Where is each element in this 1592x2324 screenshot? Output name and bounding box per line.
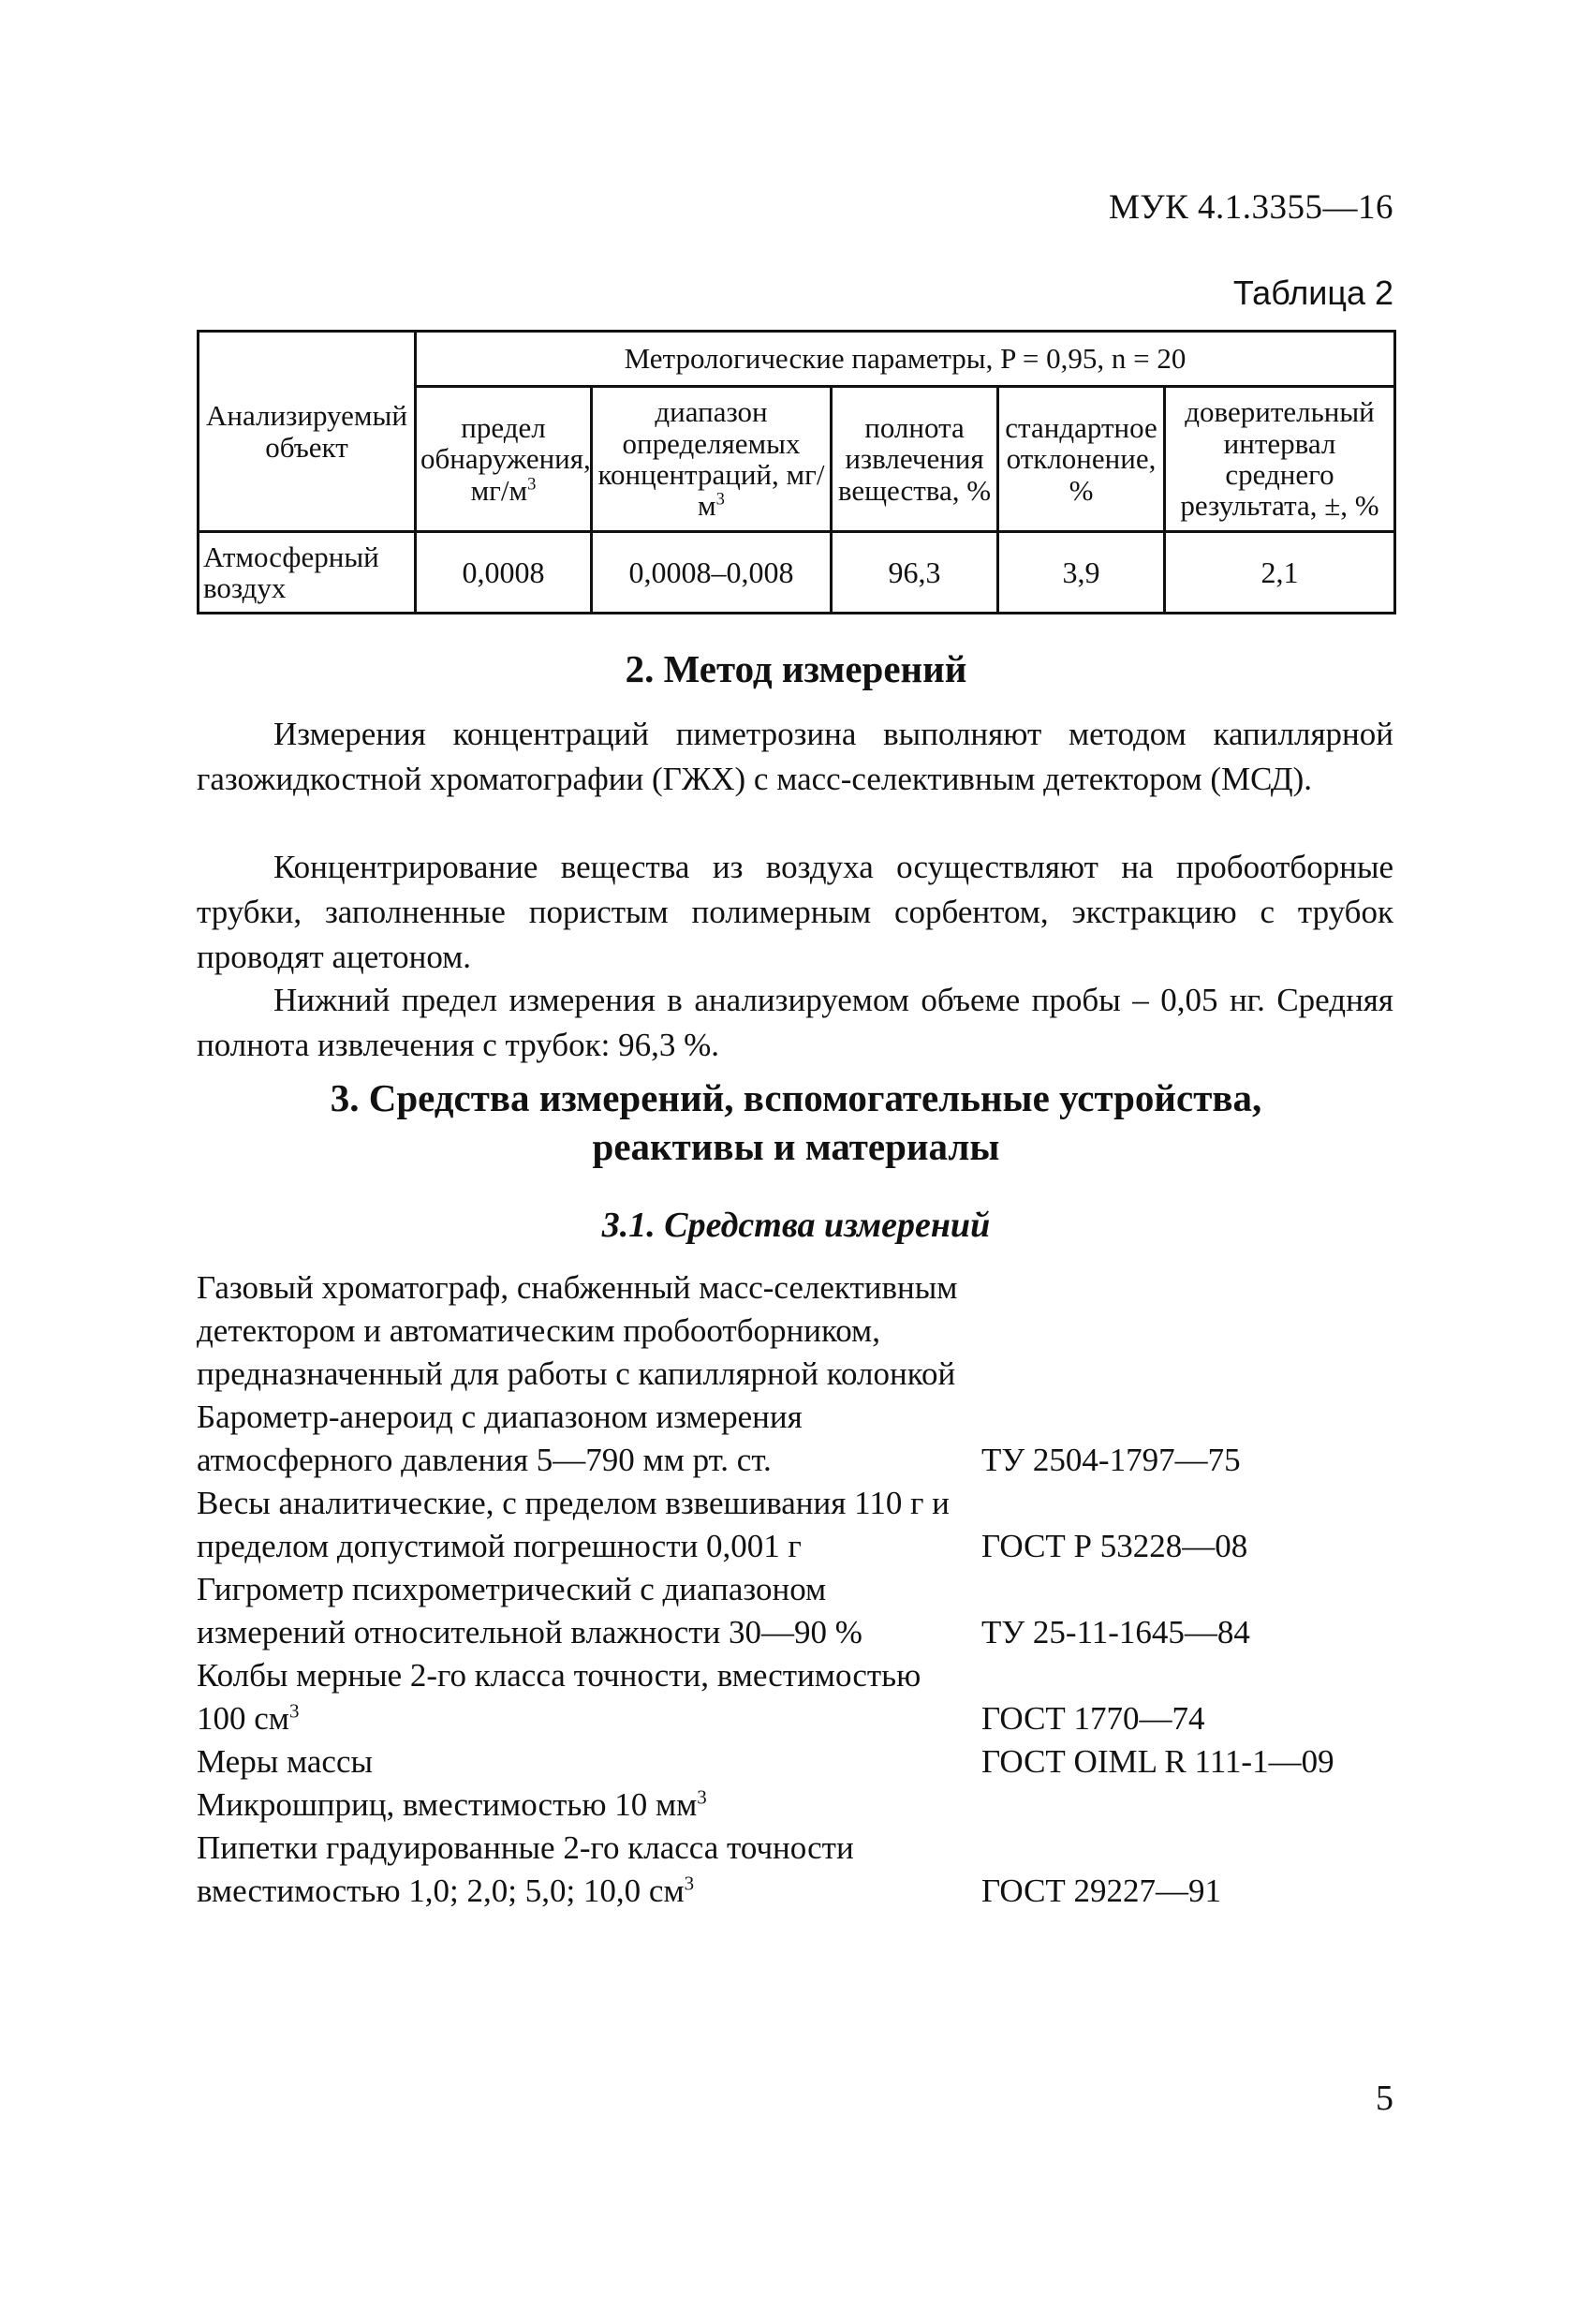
list-item [197,1266,1405,1396]
subsection-3-1-title: 3.1. Средства измерений [601,1206,991,1245]
document-code: МУК 4.1.3355—16 [1108,188,1393,227]
page-number: 5 [1376,2079,1393,2118]
instrument-standard: ТУ 25-11-1645—84 [981,1614,1250,1650]
instruments-list [197,1266,1405,1913]
instrument-standard: ГОСТ 1770—74 [981,1700,1205,1737]
list-item [197,1740,1405,1784]
instrument-name: Пипетки градуированные 2-го класса точности вместимостью 1,0; 2,0; 5,0; 10,0 $см^3$ [197,1829,854,1909]
cell-detection-limit: 0,0008 [416,532,592,614]
instrument-name: Барометр-анероид с диапазоном измерения атмосферного давления 5—790 мм рт. ст. [197,1399,803,1478]
instrument-name: Гигрометр психрометрический с диапазоном измерений относительной влажности 30—90 % [197,1571,862,1650]
table-caption: Таблица 2 [1232,274,1393,312]
instrument-standard: ГОСТ 29227—91 [981,1873,1222,1909]
section-3-title-line-2: реактивы и материалы [592,1125,1000,1168]
section-2-paragraph-2: Концентрирование вещества из воздуха осуществляют на пробоотборные трубки, заполненные пористым полимерным сорбентом, экстракцию с трубок проводят ацетоном. [197,849,1393,975]
list-item [197,1827,1405,1913]
cell-range: 0,0008–0,008 [592,532,832,614]
section-2-paragraph-3: Нижний предел измерения в анализируемом объеме пробы – 0,05 нг. Средняя полнота извлечения с трубок: 96,3 %. [197,982,1393,1063]
list-item [197,1482,1405,1568]
instrument-name: Меры массы [197,1743,373,1780]
header-confidence-interval: доверительный интервал среднего результата, ±, % [1165,387,1395,532]
section-2-title: 2. Метод измерений [625,647,967,690]
header-metrology-group: Метрологические параметры, P = 0,95, n = 20 [416,332,1395,387]
instrument-name: Микрошприц, вместимостью 10 $мм^3$ [197,1785,707,1823]
cell-object: Атмосферный воздух [199,532,416,614]
cell-confidence-interval: 2,1 [1165,532,1395,614]
header-std-deviation: стандартное отклонение, % [998,387,1165,532]
instrument-standard: ТУ 2504-1797—75 [981,1442,1241,1478]
list-item [197,1654,1405,1740]
list-item [197,1396,1405,1482]
header-range: диапазон определяемых концентраций, $мг/м^3$ [592,387,832,532]
section-2-paragraph-1: Измерения концентраций пиметрозина выполняют методом капиллярной газожидкостной хроматографии (ГЖХ) с масс-селективным детектором (МСД). [197,716,1393,797]
metrology-table [197,330,1396,614]
cell-recovery: 96,3 [832,532,998,614]
header-detection-limit: предел обнаружения, $мг/м^3$ [416,387,592,532]
header-recovery: полнота извлечения вещества, % [832,387,998,532]
instrument-name: Колбы мерные 2-го класса точности, вместимостью 100 $см^3$ [197,1657,921,1737]
header-object: Анализируемый объект [199,332,416,532]
instrument-name: Газовый хроматограф, снабженный масс-селективным детектором и автоматическим пробоотборником, предназначенный для работы с капиллярной колонкой [197,1269,958,1392]
list-item [197,1784,1405,1827]
list-item [197,1568,1405,1654]
section-3-title-line-1: 3. Средства измерений, вспомогательные устройства, [330,1076,1262,1119]
instrument-standard: ГОСТ Р 53228—08 [981,1528,1248,1564]
instrument-standard: ГОСТ OIML R 111-1—09 [981,1743,1334,1780]
cell-std-deviation: 3,9 [998,532,1165,614]
instrument-name: Весы аналитические, с пределом взвешивания 110 г и пределом допустимой погрешности 0,001 г [197,1485,950,1564]
